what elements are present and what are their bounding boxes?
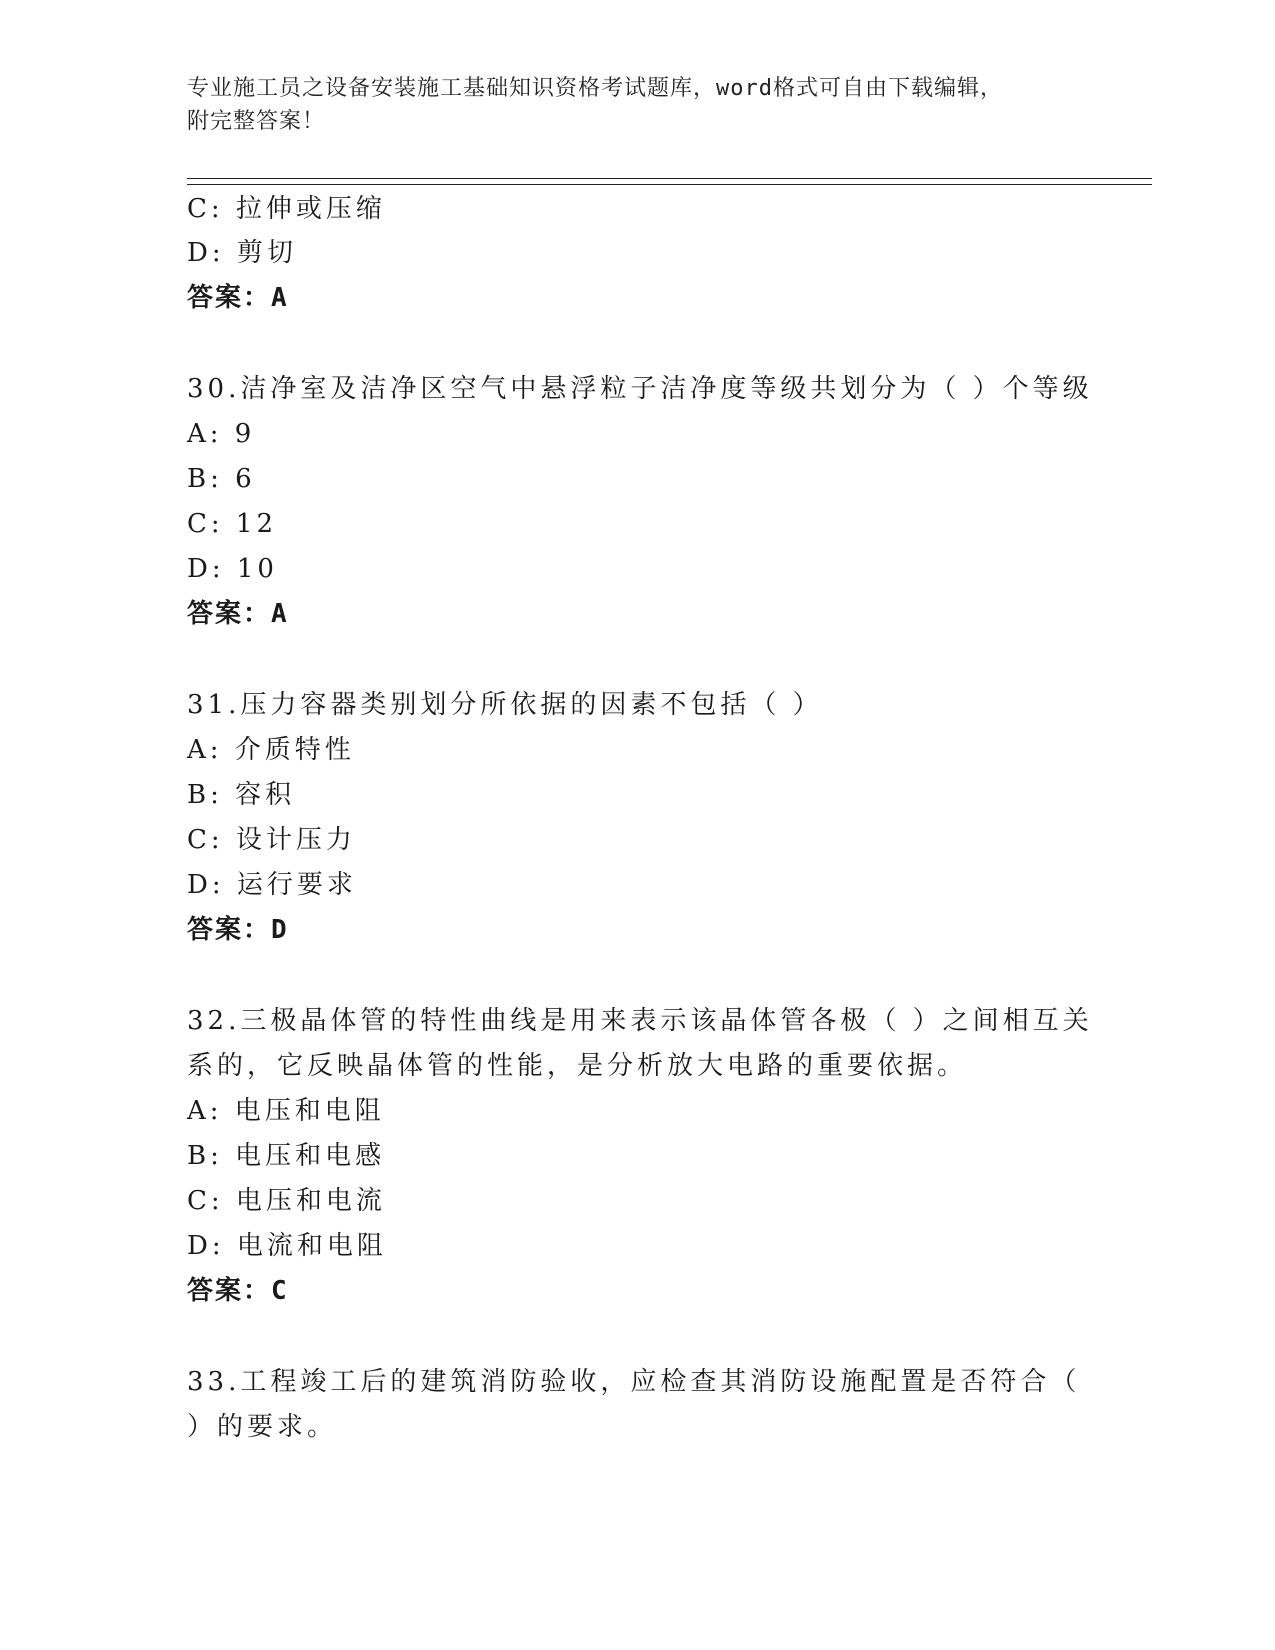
q30-stem: 30.洁净室及洁净区空气中悬浮粒子洁净度等级共划分为（ ）个等级 <box>187 374 1093 404</box>
header-line-2: 附完整答案！ <box>187 109 326 134</box>
q31-option-a: A: 介质特性 <box>187 735 355 765</box>
q30-option-c: C: 12 <box>187 509 278 539</box>
q33-stem-line-1: 33.工程竣工后的建筑消防验收，应检查其消防设施配置是否符合（ <box>187 1367 1081 1397</box>
q32-option-d: D: 电流和电阻 <box>187 1231 387 1261</box>
q30-option-d: D: 10 <box>187 554 278 584</box>
q33-stem-line-2: ）的要求。 <box>187 1412 338 1442</box>
q31-stem: 31.压力容器类别划分所依据的因素不包括（ ） <box>187 690 823 720</box>
document-header <box>187 72 1067 138</box>
q32-option-b: B: 电压和电感 <box>187 1141 386 1171</box>
header-divider-bottom <box>187 184 1152 185</box>
q32-answer: 答案：C <box>187 1276 289 1306</box>
q32-stem-line-1: 32.三极晶体管的特性曲线是用来表示该晶体管各极（ ）之间相互关 <box>187 1006 1093 1036</box>
q31-answer: 答案：D <box>187 915 289 945</box>
q31-option-b: B: 容积 <box>187 780 296 810</box>
q30-answer: 答案：A <box>187 599 289 629</box>
prev-answer: 答案：A <box>187 283 289 313</box>
q32-option-a: A: 电压和电阻 <box>187 1096 385 1126</box>
header-line-1: 专业施工员之设备安装施工基础知识资格考试题库，word格式可自由下载编辑， <box>187 76 1003 101</box>
q31-option-d: D: 运行要求 <box>187 870 357 900</box>
q30-option-b: B: 6 <box>187 464 256 494</box>
q30-option-a: A: 9 <box>187 419 256 449</box>
header-divider-top <box>187 178 1152 179</box>
q32-option-c: C: 电压和电流 <box>187 1186 386 1216</box>
prev-option-c: C: 拉伸或压缩 <box>187 194 386 224</box>
q32-stem-line-2: 系的，它反映晶体管的性能，是分析放大电路的重要依据。 <box>187 1051 968 1081</box>
prev-option-d: D: 剪切 <box>187 238 297 268</box>
q31-option-c: C: 设计压力 <box>187 825 356 855</box>
